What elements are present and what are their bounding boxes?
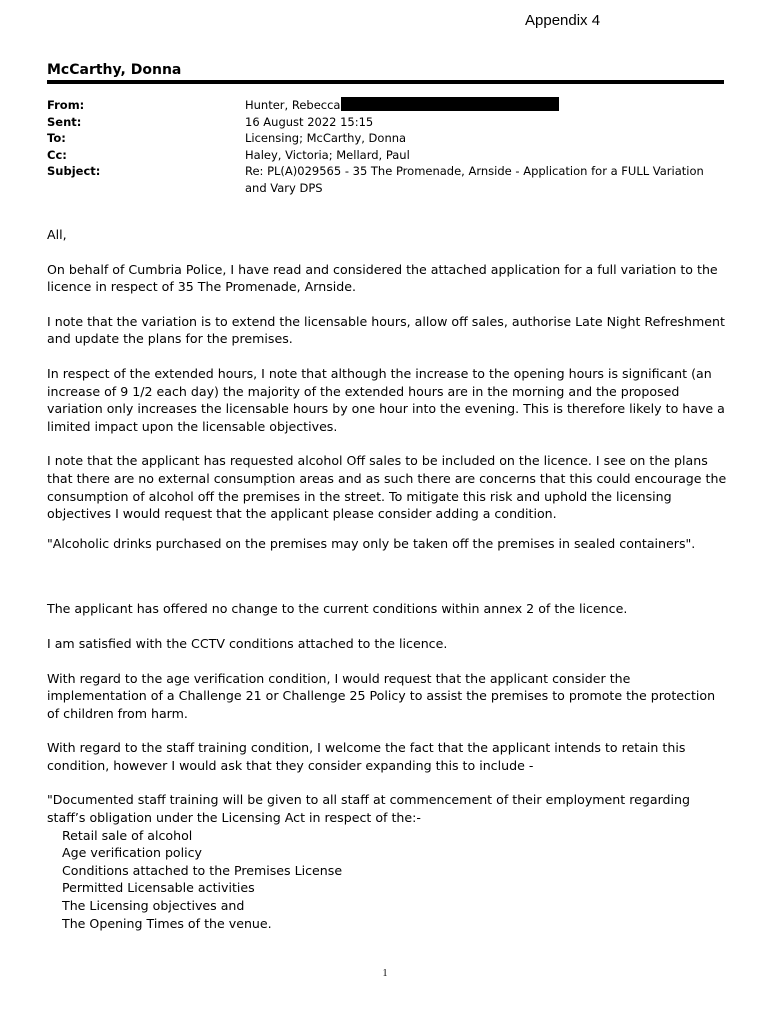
redaction-block xyxy=(341,97,559,111)
from-value xyxy=(245,97,715,114)
list-item: The Opening Times of the venue. xyxy=(62,915,272,931)
from-name: Hunter, Rebecca xyxy=(245,98,341,112)
cc-row xyxy=(47,147,715,164)
subject-row xyxy=(47,163,715,196)
email-body xyxy=(47,226,727,932)
sent-row xyxy=(47,114,715,131)
list-item: Age verification policy xyxy=(62,845,203,861)
greeting: All, xyxy=(47,227,67,242)
subject-label: Subject: xyxy=(47,164,101,178)
paragraph-5-quote: "Alcoholic drinks purchased on the premises may only be taken off the premises in sealed containers". xyxy=(47,535,696,551)
list-item: The Licensing objectives and xyxy=(62,898,245,914)
sent-value: 16 August 2022 15:15 xyxy=(245,114,374,129)
paragraph-2: I note that the variation is to extend the licensable hours, allow off sales, authorise Late Night Refreshment and update the plans for the premises. xyxy=(47,313,725,347)
list-item: Retail sale of alcohol xyxy=(62,827,193,843)
appendix-label: Appendix 4 xyxy=(525,12,601,29)
list-item: Permitted Licensable activities xyxy=(62,880,255,896)
paragraph-10: "Documented staff training will be given to all staff at commencement of their employment regarding staff’s obligation under the Licensing Act in respect of the:- xyxy=(47,792,691,826)
email-header xyxy=(47,97,715,196)
paragraph-9: With regard to the staff training condition, I welcome the fact that the applicant intends to retain this condition, however I would ask that they consider expanding this to include - xyxy=(47,740,686,773)
cc-label: Cc: xyxy=(47,147,67,162)
page-number: 1 xyxy=(382,968,388,979)
paragraph-8: With regard to the age verification condition, I would request that the applicant consider the implementation of a Challenge 21 or Challenge 25 Policy to assist the premises to promote the protection of children from harm. xyxy=(47,670,716,721)
paragraph-6: The applicant has offered no change to the current conditions within annex 2 of the licence. xyxy=(47,601,628,617)
training-list xyxy=(47,827,727,933)
to-value: Licensing; McCarthy, Donna xyxy=(245,131,407,145)
from-row xyxy=(47,97,715,114)
subject-value: Re: PL(A)029565 - 35 The Promenade, Arnside - Application for a FULL Variation and Vary DPS xyxy=(245,164,704,195)
header-divider xyxy=(47,80,724,84)
sent-label: Sent: xyxy=(47,114,82,129)
paragraph-4: I note that the applicant has requested alcohol Off sales to be included on the licence. I see on the plans that there are no external consumption areas and as such there are concerns that this could encourage the consumption of alcohol off the premises in the street. To mitigate this risk and uphold the licensing objectives I would request that the applicant please consider adding a condition. xyxy=(47,453,727,522)
sender-name: McCarthy, Donna xyxy=(47,62,182,78)
paragraph-7: I am satisfied with the CCTV conditions attached to the licence. xyxy=(47,635,448,651)
from-label: From: xyxy=(47,98,85,112)
paragraph-1: On behalf of Cumbria Police, I have read and considered the attached application for a full variation to the licence in respect of 35 The Promenade, Arnside. xyxy=(47,261,718,295)
to-row xyxy=(47,130,715,147)
paragraph-3: In respect of the extended hours, I note that although the increase to the opening hours is significant (an increase of 9 1/2 each day) the majority of the extended hours are in the morning and the proposed variation only increases the licensable hours by one hour into the evening. This is therefore likely to have a limited impact upon the licensable objectives. xyxy=(47,365,725,434)
cc-value: Haley, Victoria; Mellard, Paul xyxy=(245,147,410,162)
to-label: To: xyxy=(47,131,66,145)
list-item: Conditions attached to the Premises License xyxy=(62,862,343,878)
